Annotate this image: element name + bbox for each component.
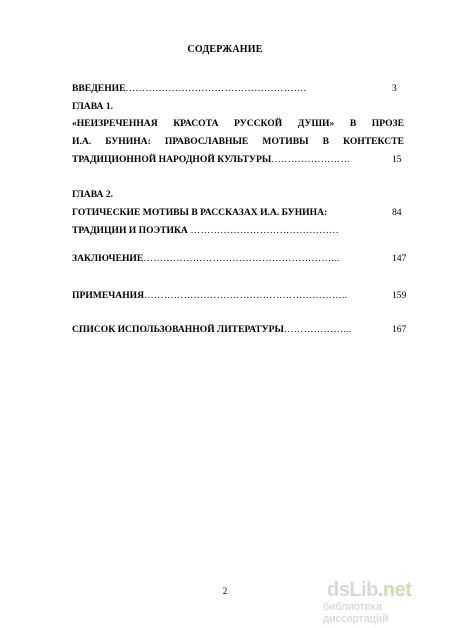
toc-entry-notes [72,290,412,302]
page-number: 2 [222,586,228,596]
toc-chapter-2-title-line-2 [72,225,412,237]
toc-chapter-1-title-line-2: И.А. БУНИНА: ПРАВОСЛАВНЫЕ МОТИВЫ В КОНТЕКСТЕ [72,136,404,147]
toc-leader-dots: ………………………………………………. [125,83,307,94]
toc-entry-label: ТРАДИЦИОННОЙ НАРОДНОЙ КУЛЬТУРЫ [72,154,272,165]
toc-entry-label: ПРИМЕЧАНИЯ [72,290,145,301]
watermark [323,579,447,625]
toc-entry-label: ТРАДИЦИИ И ПОЭТИКА [72,225,188,236]
toc-page-number: 84 [392,207,402,218]
toc-entry-label: ЗАКЛЮЧЕНИЕ [72,253,144,264]
toc-chapter-1-title-line-3 [72,154,412,166]
toc-page-number: 15 [392,154,402,165]
toc-leader-dots: …………………………………………………….. [144,290,348,301]
toc-chapter-1-title-line-1: «НЕИЗРЕЧЕННАЯ КРАСОТА РУССКОЙ ДУШИ» В ПРОЗЕ [72,118,404,129]
toc-leader-dots: …………………… [271,154,351,165]
toc-page-number: 3 [392,83,397,94]
toc-entry-introduction [72,83,412,95]
toc-title: СОДЕРЖАНИЕ [187,44,263,55]
toc-leader-dots: ……………………………………… [187,225,339,236]
watermark-logo [327,579,447,601]
watermark-subtitle: библиотека диссертаций [323,601,389,625]
toc-leader-dots: …………………………………………………... [143,253,340,264]
toc-chapter-2-heading: ГЛАВА 2. [72,189,114,200]
toc-chapter-2-title-line-1: ГОТИЧЕСКИЕ МОТИВЫ В РАССКАЗАХ И.А. БУНИНА: [72,207,328,218]
watermark-logo-main: dsLib [327,579,378,601]
toc-entry-conclusion [72,253,412,265]
toc-page-number: 167 [392,324,407,335]
toc-chapter-1-heading: ГЛАВА 1. [72,101,114,112]
watermark-logo-tld: .net [377,579,412,601]
toc-entry-bibliography [72,324,412,336]
toc-page-number: 159 [392,290,407,301]
toc-page-number: 147 [392,253,407,264]
toc-entry-label: СПИСОК ИСПОЛЬЗОВАННОЙ ЛИТЕРАТУРЫ [72,324,284,335]
toc-entry-label: ВВЕДЕНИЕ [72,83,126,94]
toc-leader-dots: ………………... [283,324,352,335]
